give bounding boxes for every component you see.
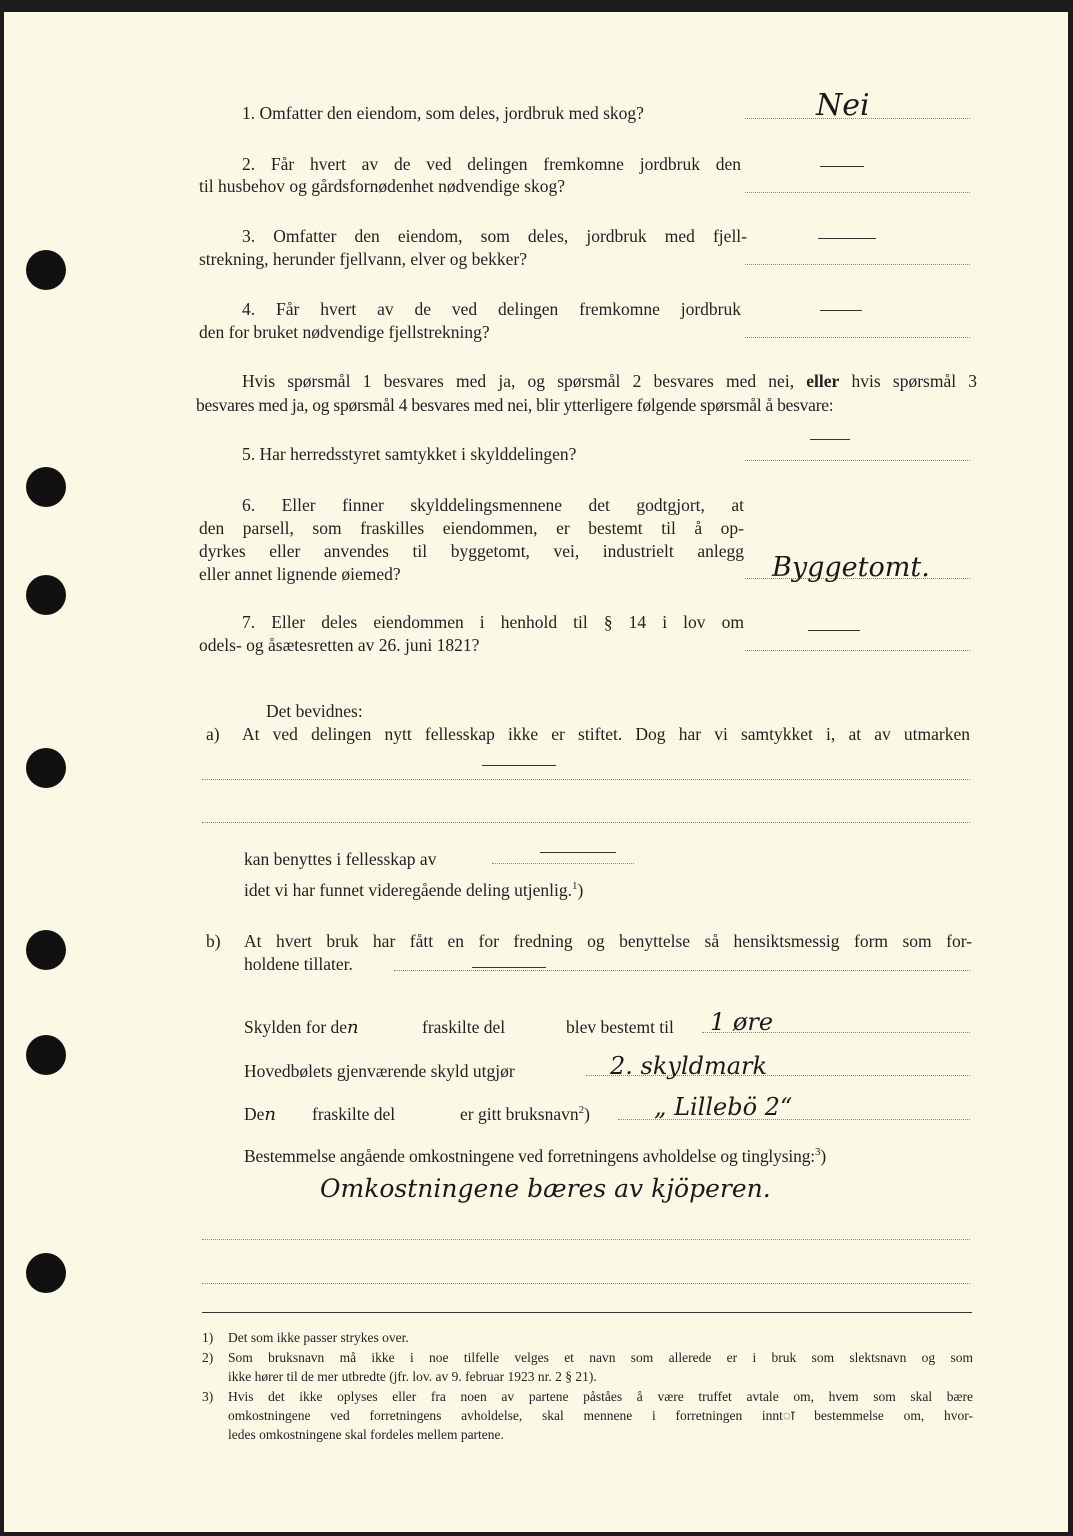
attest-kan-text: kan benyttes i fellesskap av [244,849,437,869]
punch-hole [26,1035,66,1075]
skyld-l1-c: blev bestemt til [566,1017,674,1037]
punch-hole [26,1253,66,1293]
condition-bold-eller: eller [806,371,840,391]
punch-hole [26,575,66,615]
footnote-3-line3: ledes omkostningene skal fordeles mellem partene. [228,1427,504,1442]
attest-a-label: a) [206,724,220,744]
condition-line2: besvares med ja, og spørsmål 4 besvares med nei, blir ytterligere følgende spørsmål å besvare: [196,395,834,415]
handwritten-n: n [264,1104,276,1125]
skyld-answer-2: 2. skyldmark [610,1052,768,1080]
condition-text-a: Hvis spørsmål 1 besvares med ja, og spørsmål 2 besvares med nei, [242,371,795,391]
footnote-ref: 3 [815,1146,821,1159]
question-3-line2: strekning, herunder fjellvann, elver og bekker? [199,249,527,269]
punch-hole [26,467,66,507]
answer-q6: Byggetomt. [772,552,930,583]
footnote-ref: 2 [578,1104,585,1117]
skyld-line3 [244,1103,276,1126]
footnote-3-line1: Hvis det ikke oplyses eller fra noen av partene påståes å være truffet avtale om, hvem som skal bære [228,1389,973,1404]
question-4-line1: 4. Får hvert av de ved delingen fremkomne jordbruk [242,299,741,319]
blank-line [202,779,970,780]
handwritten-n: n [347,1017,359,1038]
skyld-answer-3: „ Lillebö 2“ [654,1093,793,1121]
question-6-line2: den parsell, som fraskilles eiendommen, er bestemt til å op- [199,518,744,538]
blank-line [492,863,634,864]
attest-idet-text: idet vi har funnet videregående deling utjenlig.$^1$) [244,880,584,900]
footnote-rule [202,1312,972,1313]
footnote-1-line1: Det som ikke passer strykes over. [228,1330,409,1345]
blank-line [202,1283,970,1284]
attest-a-text: At ved delingen nytt fellesskap ikke er stiftet. Dog har vi samtykket i, at av utmarken [242,724,970,744]
question-7-line1: 7. Eller deles eiendommen i henhold til § 14 i lov om [242,612,744,632]
answer-line [745,264,970,265]
skyld-l1-b: fraskilte del [422,1017,506,1037]
skyld-line2: Hovedbølets gjenværende skyld utgjør [244,1061,515,1081]
footnote-2-line2: ikke hører til de mer utbredte (jfr. lov. av 9. februar 1923 nr. 2 § 21). [228,1369,597,1384]
condition-text-b: hvis spørsmål 3 [851,371,978,391]
footnote-ref: 1 [572,880,578,893]
punch-hole [26,930,66,970]
footnote-3-line2: omkostningene ved forretningens avholdelse, skal mennene i forretningen inntा bestemmelse om, hvor- [228,1408,973,1423]
blank-dash [482,765,556,766]
answer-q1: Nei [816,88,870,123]
footnote-2-line1: Som bruksnavn må ikke i noe tilfelle velges et navn som allerede er i bruk som slektsnavn og som [228,1350,973,1365]
answer-line [745,192,970,193]
question-2-line1: 2. Får hvert av de ved delingen fremkomne jordbruk den [242,154,741,174]
attest-heading: Det bevidnes: [266,701,363,721]
answer-line [745,337,970,338]
blank-line [202,822,970,823]
blank-dash [540,852,616,853]
answer-line [745,650,970,651]
skyld-l3-b: fraskilte del [312,1104,396,1124]
question-4-line2: den for bruket nødvendige fjellstrekning? [199,322,490,342]
punch-hole [26,250,66,290]
answer-q5-dash [810,439,850,440]
attest-b-line2: holdene tillater. [244,954,353,974]
skyld-l1-a: Skylden for de [244,1017,348,1037]
skyld-l3-a: De [244,1104,265,1124]
blank-line [394,970,970,971]
skyld-answer-4: Omkostningene bæres av kjöperen. [320,1174,771,1203]
skyld-answer-1: 1 øre [710,1008,774,1036]
footnote-2-mark: 2) [202,1350,214,1365]
footnote-1-mark: 1) [202,1330,214,1345]
question-7-line2: odels- og åsætesretten av 26. juni 1821? [199,635,480,655]
answer-line [745,460,970,461]
question-6-line3: dyrkes eller anvendes til byggetomt, vei, industrielt anlegg [199,541,744,561]
footnote-3-mark: 3) [202,1389,214,1404]
skyld-l4-text: Bestemmelse angående omkostningene ved forretningens avholdelse og tinglysing: [244,1146,816,1166]
idet-text: idet vi har funnet videregående deling utjenlig. [244,880,573,900]
skyld-line1 [244,1016,359,1039]
answer-q7-dash [808,630,860,631]
question-6-line4: eller annet lignende øiemed? [199,564,401,584]
answer-q4-dash [820,310,862,311]
answer-q3-dash [818,238,876,239]
blank-line [202,1239,970,1240]
punch-hole [26,748,66,788]
skyld-l3-c: er gitt bruksnavn$^2$) [460,1104,590,1124]
blank-dash [472,967,546,968]
condition-line1 [242,370,977,392]
question-5: 5. Har herredsstyret samtykket i skylddelingen? [242,444,577,464]
attest-b-label: b) [206,931,221,951]
question-1: 1. Omfatter den eiendom, som deles, jordbruk med skog? [242,103,644,123]
question-3-line1: 3. Omfatter den eiendom, som deles, jordbruk med fjell- [242,226,747,246]
question-6-line1: 6. Eller finner skylddelingsmennene det godtgjort, at [242,495,744,515]
skyld-l3-c-text: er gitt bruksnavn [460,1104,579,1124]
question-2-line2: til husbehov og gårdsfornødenhet nødvendige skog? [199,176,565,196]
attest-b-line1: At hvert bruk har fått en for fredning og benyttelse så hensiktsmessig form som for- [244,931,972,951]
answer-q2-dash [820,166,864,167]
document-page [4,12,1068,1532]
skyld-line4: Bestemmelse angående omkostningene ved forretningens avholdelse og tinglysing:$^3$) [244,1146,827,1166]
